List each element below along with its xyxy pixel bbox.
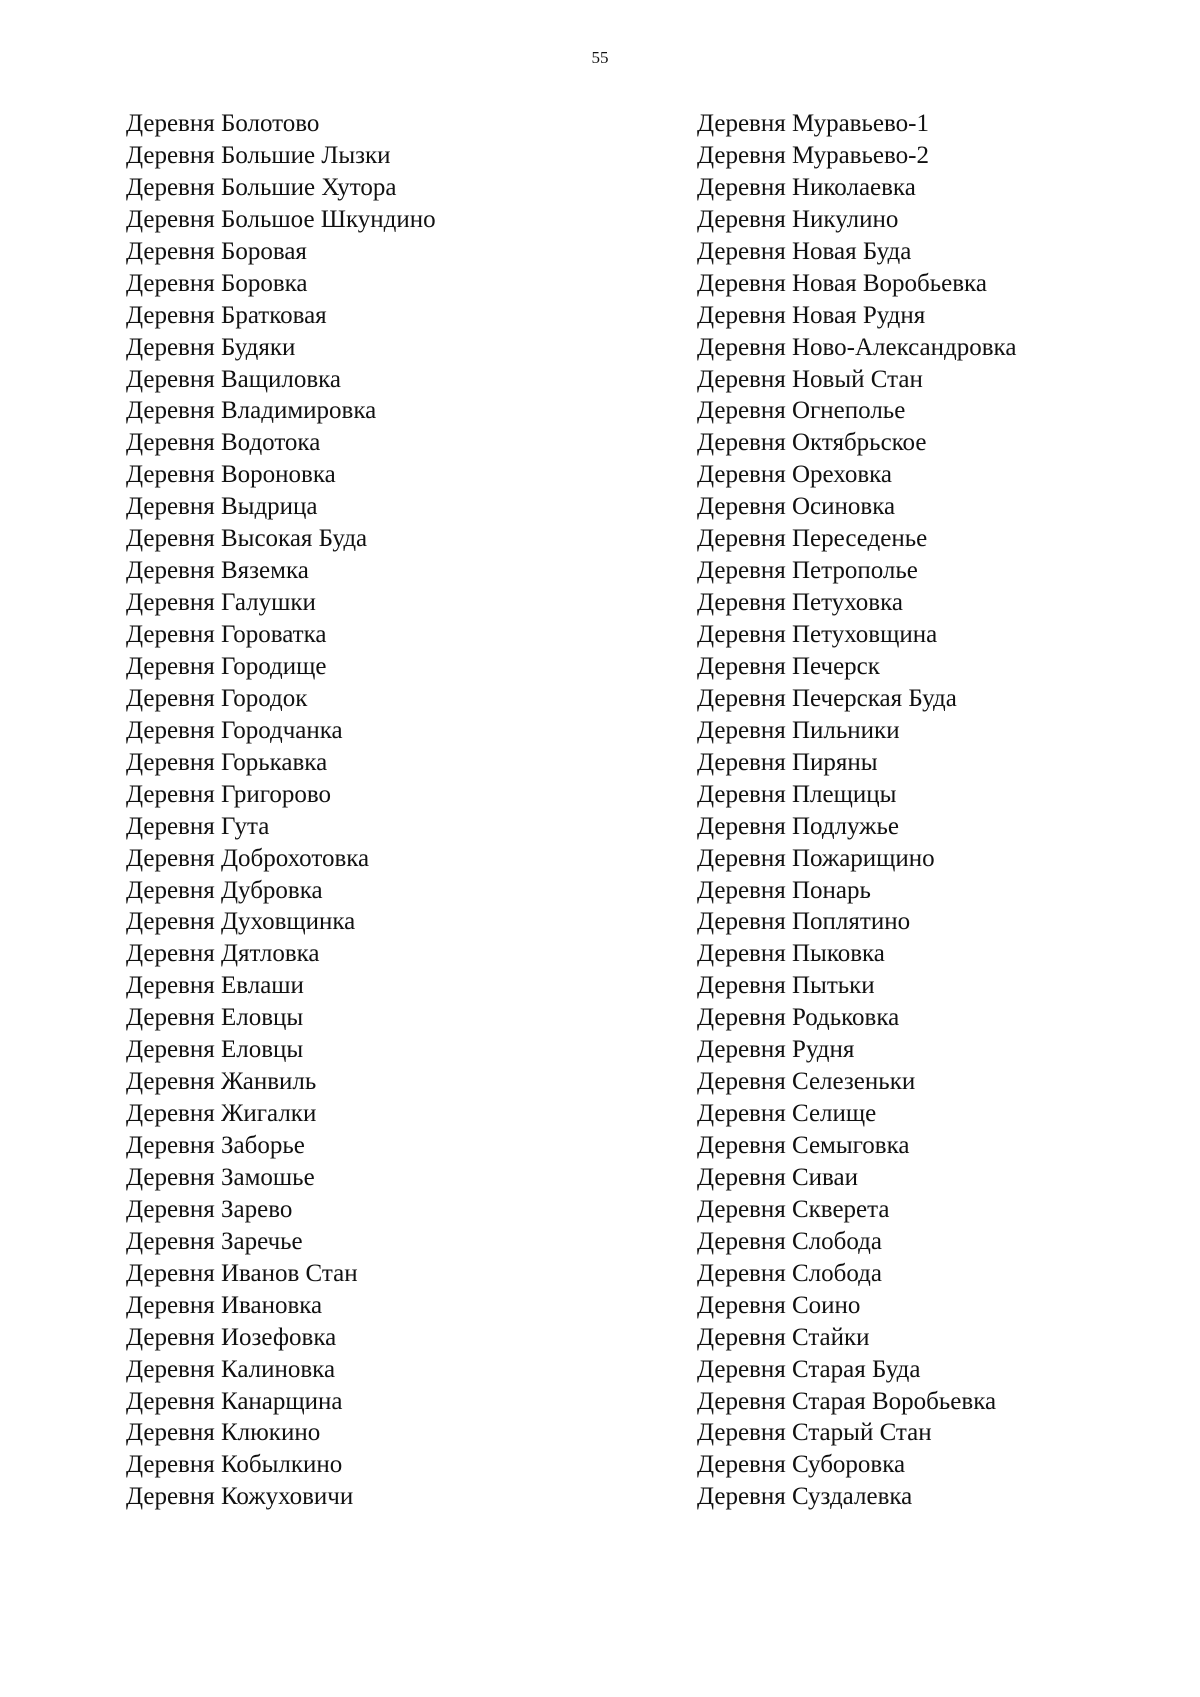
- village-entry: Деревня Селезеньки: [697, 1068, 916, 1096]
- village-entry: Деревня Николаевка: [697, 173, 916, 201]
- village-entry: Деревня Пиряны: [697, 748, 878, 776]
- village-entry: Деревня Новая Рудня: [697, 301, 926, 329]
- village-entry: Деревня Пыковка: [697, 940, 885, 968]
- village-entry: Деревня Гороватка: [126, 621, 327, 648]
- village-entry: Деревня Понарь: [697, 876, 871, 904]
- village-entry: Деревня Новый Стан: [697, 365, 923, 393]
- village-entry: Деревня Евлаши: [126, 972, 304, 1000]
- village-entry: Деревня Будяки: [126, 333, 296, 361]
- village-entry: Деревня Канарщина: [126, 1387, 343, 1415]
- village-entry: Деревня Кожуховичи: [126, 1483, 354, 1511]
- village-entry: Деревня Скверета: [697, 1195, 890, 1223]
- village-entry: Деревня Иозефовка: [126, 1323, 337, 1351]
- village-entry: Деревня Пожарищино: [697, 844, 935, 872]
- village-entry: Деревня Городчанка: [126, 716, 343, 744]
- village-entry: Деревня Суборовка: [697, 1451, 906, 1479]
- village-entry: Деревня Октябрьское: [697, 429, 927, 457]
- village-entry: Деревня Муравьево-1: [697, 110, 929, 137]
- village-entry: Деревня Печерская Буда: [697, 684, 957, 712]
- village-entry: Деревня Переседенье: [697, 525, 928, 553]
- village-entry: Деревня Иванов Стан: [126, 1259, 358, 1287]
- village-entry: Деревня Жигалки: [126, 1100, 317, 1128]
- village-entry: Деревня Григорово: [126, 780, 332, 808]
- village-entry: Деревня Водотока: [126, 429, 321, 457]
- village-entry: Деревня Рудня: [697, 1036, 855, 1064]
- village-entry: Деревня Калиновка: [126, 1355, 336, 1383]
- village-entry: Деревня Новая Воробьевка: [697, 269, 987, 297]
- village-entry: Деревня Ореховка: [697, 461, 893, 489]
- village-entry: Деревня Дятловка: [126, 940, 320, 968]
- village-entry: Деревня Старый Стан: [697, 1419, 932, 1447]
- village-entry: Деревня Вяземка: [126, 557, 309, 585]
- village-entry: Деревня Сиваи: [697, 1163, 858, 1191]
- right-column-list: [697, 108, 1177, 1513]
- village-entry: Деревня Болотово: [126, 110, 320, 137]
- village-entry: Деревня Петуховщина: [697, 621, 938, 648]
- village-entry: Деревня Слобода: [697, 1227, 882, 1255]
- village-entry: Деревня Замошье: [126, 1163, 315, 1191]
- village-entry: Деревня Печерск: [697, 652, 880, 680]
- village-entry: Деревня Ващиловка: [126, 365, 342, 393]
- village-entry: Деревня Большие Хутора: [126, 173, 397, 201]
- village-entry: Деревня Заречье: [126, 1227, 303, 1255]
- village-entry: Деревня Стайки: [697, 1323, 870, 1351]
- village-entry: Деревня Старая Воробьевка: [697, 1387, 997, 1415]
- village-entry: Деревня Галушки: [126, 589, 316, 617]
- village-entry: Деревня Клюкино: [126, 1419, 321, 1447]
- village-entry: Деревня Духовщинка: [126, 908, 356, 936]
- village-entry: Деревня Осиновка: [697, 493, 896, 521]
- village-entry: Деревня Жанвиль: [126, 1068, 317, 1096]
- village-entry: Деревня Владимировка: [126, 397, 377, 425]
- village-entry: Деревня Суздалевка: [697, 1483, 913, 1511]
- village-entry: Деревня Боровая: [126, 237, 307, 265]
- village-entry: Деревня Плещицы: [697, 780, 897, 808]
- village-entry: Деревня Кобылкино: [126, 1451, 343, 1479]
- village-entry: Деревня Никулино: [697, 205, 899, 233]
- village-entry: Деревня Соино: [697, 1291, 861, 1319]
- village-entry: Деревня Новая Буда: [697, 237, 912, 265]
- village-entry: Деревня Зарево: [126, 1195, 293, 1223]
- village-entry: Деревня Братковая: [126, 301, 327, 329]
- village-entry: Деревня Поплятино: [697, 908, 911, 936]
- page-number: 55: [591, 48, 609, 67]
- village-entry: Деревня Родьковка: [697, 1004, 900, 1032]
- village-entry: Деревня Горькавка: [126, 748, 328, 776]
- village-entry: Деревня Доброхотовка: [126, 844, 370, 872]
- village-entry: Деревня Петуховка: [697, 589, 903, 617]
- village-entry: Деревня Ново-Александровка: [697, 333, 1017, 361]
- village-entry: Деревня Выдрица: [126, 493, 318, 521]
- village-entry: Деревня Боровка: [126, 269, 308, 297]
- village-entry: Деревня Большие Лызки: [126, 141, 391, 169]
- village-entry: Деревня Вороновка: [126, 461, 336, 489]
- village-entry: Деревня Городище: [126, 652, 327, 680]
- village-entry: Деревня Петрополье: [697, 557, 918, 585]
- village-entry: Деревня Большое Шкундино: [126, 205, 436, 233]
- village-entry: Деревня Огнеполье: [697, 397, 906, 425]
- village-entry: Деревня Дубровка: [126, 876, 323, 904]
- village-entry: Деревня Ивановка: [126, 1291, 323, 1319]
- village-entry: Деревня Пытьки: [697, 972, 875, 1000]
- village-entry: Деревня Муравьево-2: [697, 141, 929, 169]
- village-entry: Деревня Гута: [126, 812, 270, 840]
- village-entry: Деревня Старая Буда: [697, 1355, 921, 1383]
- village-entry: Деревня Слобода: [697, 1259, 882, 1287]
- village-entry: Деревня Заборье: [126, 1132, 305, 1159]
- village-entry: Деревня Семыговка: [697, 1132, 910, 1159]
- village-entry: Деревня Еловцы: [126, 1036, 304, 1064]
- left-column-list: [126, 108, 646, 1513]
- village-entry: Деревня Селище: [697, 1100, 877, 1128]
- village-entry: Деревня Высокая Буда: [126, 525, 368, 553]
- village-entry: Деревня Пильники: [697, 716, 900, 744]
- village-entry: Деревня Еловцы: [126, 1004, 304, 1032]
- village-entry: Деревня Подлужье: [697, 812, 899, 840]
- village-entry: Деревня Городок: [126, 684, 308, 712]
